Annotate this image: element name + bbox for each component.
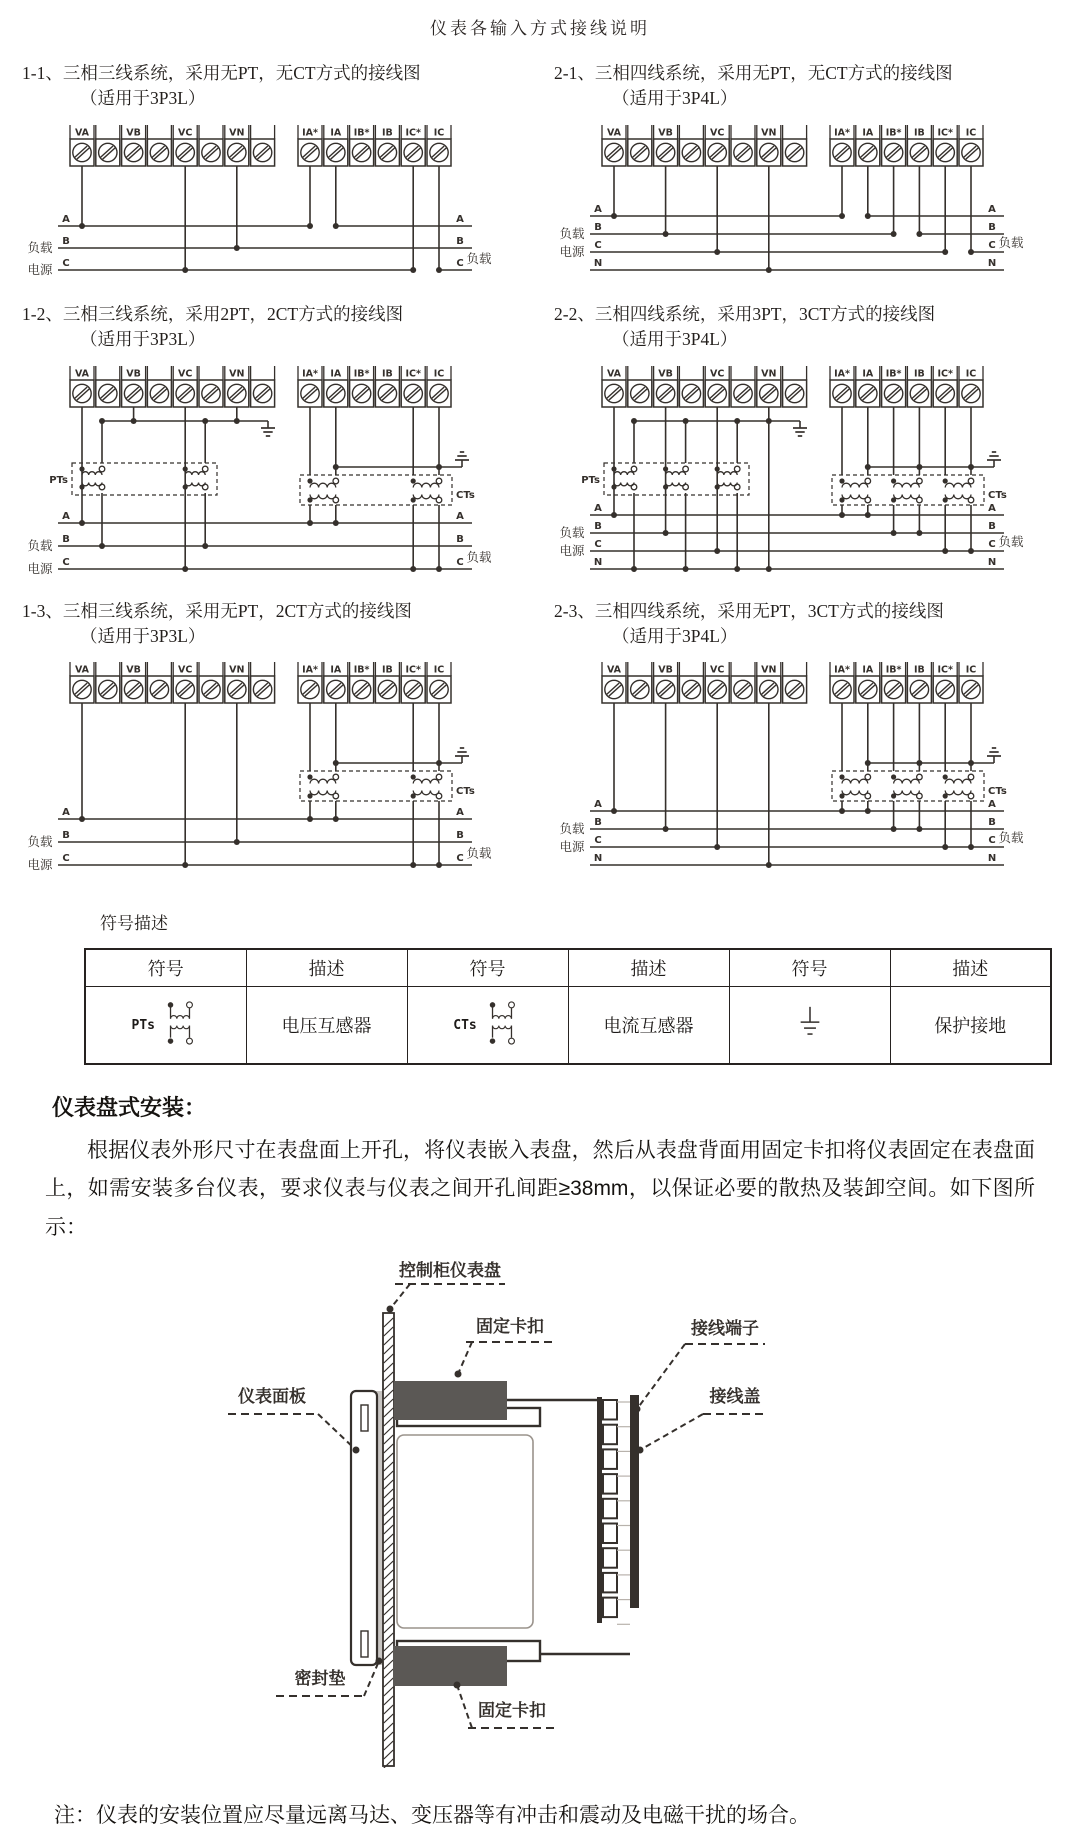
diagram-1-1-heading [22, 61, 530, 112]
ground-symbol-svg [793, 1003, 827, 1043]
page-title: 仪表各输入方式接线说明 [430, 19, 650, 38]
load-label-right: 负载 [466, 549, 492, 564]
source-label-left: 电源 [559, 839, 585, 855]
bus-letter-right: C [988, 835, 996, 847]
ground-symbol-cell [729, 986, 890, 1064]
symbol-col-header: 符号 [85, 949, 246, 986]
terminal-label: VB [126, 127, 141, 139]
terminal-label: IA* [834, 368, 850, 379]
bus-letter-left: B [594, 817, 602, 829]
diagram-heading-line1: 2-3、三相四线系统，采用无PT，3CT方式的接线图 [554, 600, 944, 621]
terminal-label: IB [382, 127, 393, 139]
transformer-symbol-svg [482, 998, 522, 1048]
bus-letter-left: A [594, 502, 602, 514]
terminal-label: IB* [885, 368, 902, 379]
load-label-right: 负载 [998, 830, 1024, 846]
symbol-col-header: 符号 [407, 949, 568, 986]
diagram-heading-line1: 1-1、三相三线系统，采用无PT，无CT方式的接线图 [22, 63, 421, 83]
bus-letter-left: C [594, 239, 602, 251]
terminal-label: IA* [834, 664, 850, 676]
terminal-label: IB [382, 664, 393, 676]
source-label-left: 电源 [27, 560, 53, 576]
pts-label: PTs [49, 474, 68, 486]
bus-letter-right: N [987, 556, 997, 568]
terminal-label: IB [914, 127, 925, 139]
bus-letter-right: A [456, 213, 464, 225]
install-section-heading: 仪表盘式安装： [52, 1095, 207, 1121]
wiring-diagram-svg [554, 122, 1024, 280]
diagram-heading-line2: （适用于3P4L） [612, 625, 738, 646]
terminal-label: IA [330, 664, 342, 676]
bus-letter-right: A [988, 799, 996, 811]
source-label-left: 电源 [559, 542, 585, 558]
bus-letter-left: B [62, 830, 70, 842]
label-sealing-gasket: 密封垫 [294, 1668, 346, 1689]
label-cabinet-panel: 控制柜仪表盘 [399, 1260, 501, 1281]
terminal-label: VB [658, 127, 673, 139]
pt-transformer-icon [160, 998, 200, 1053]
diagram-2-3 [554, 577, 1062, 874]
bus-letter-left: C [62, 853, 70, 865]
terminal-label: VC [178, 368, 193, 379]
ground-icon [793, 1003, 827, 1048]
bus-letter-left: A [62, 213, 70, 225]
source-label-left: 电源 [27, 857, 53, 873]
terminal-label: IA* [302, 664, 318, 676]
bus-letter-right: A [456, 510, 464, 522]
pt-symbol-label: PTs [131, 1017, 155, 1033]
label-wiring-terminals: 接线端子 [691, 1318, 759, 1339]
source-label-left: 电源 [27, 261, 53, 277]
source-label-left: 电源 [559, 243, 585, 259]
bus-letter-left: C [594, 835, 602, 847]
cts-label: CTs [988, 786, 1007, 798]
label-fixing-clip-top: 固定卡扣 [476, 1316, 544, 1337]
bus-letter-right: C [988, 239, 996, 251]
terminal-label: VN [229, 664, 245, 676]
diagram-heading-line2: （适用于3P3L） [80, 88, 206, 109]
bus-letter-left: C [594, 538, 602, 550]
terminal-label: IA* [302, 368, 318, 379]
ct-symbol-label: CTs [453, 1017, 477, 1033]
terminal-label: IB* [353, 127, 370, 139]
terminal-label: IA [862, 664, 874, 676]
terminal-label: VC [710, 368, 725, 379]
terminal-label: IC* [405, 368, 421, 379]
bus-letter-left: N [593, 556, 603, 568]
terminal-label: IC [965, 664, 977, 676]
diagram-1-2-heading [22, 302, 530, 353]
bus-letter-right: B [456, 533, 464, 545]
terminal-label: IC [965, 368, 977, 379]
bus-letter-left: B [594, 520, 602, 532]
terminal-label: VN [229, 127, 245, 139]
diagram-2-2 [554, 280, 1062, 577]
bus-letter-right: B [456, 235, 464, 247]
bus-letter-left: B [62, 235, 70, 247]
terminal-label: VA [606, 368, 622, 379]
bus-letter-left: A [594, 799, 602, 811]
terminal-label: IB* [353, 368, 370, 379]
terminal-label: IB [914, 368, 925, 379]
terminal-label: IC* [405, 127, 421, 139]
bus-letter-left: B [62, 533, 70, 545]
bus-letter-left: N [593, 257, 603, 269]
terminal-label: VN [761, 664, 777, 676]
diagram-heading-line2: （适用于3P4L） [612, 88, 738, 109]
terminal-label: VN [229, 368, 245, 379]
terminal-label: IC [433, 127, 445, 139]
transformer-symbol-svg [160, 998, 200, 1048]
wiring-diagram-svg [22, 122, 492, 280]
terminal-label: IC* [937, 368, 953, 379]
install-diagram-svg [160, 1253, 772, 1768]
terminal-label: IC* [937, 127, 953, 139]
symbol-table [84, 948, 1052, 1065]
load-label-left: 负载 [559, 524, 585, 540]
terminal-label: VA [606, 664, 622, 676]
terminal-label: IB [382, 368, 393, 379]
desc-col-header: 描述 [568, 949, 729, 986]
bus-letter-right: A [988, 502, 996, 514]
diagram-2-3-figure [554, 659, 1062, 873]
ground-desc-cell: 保护接地 [890, 986, 1051, 1064]
load-label-left: 负载 [559, 225, 585, 241]
terminal-label: IA* [302, 127, 318, 139]
terminal-label: VA [74, 664, 90, 676]
wiring-diagram-svg [22, 363, 492, 577]
desc-col-header: 描述 [890, 949, 1051, 986]
diagram-heading-line2: （适用于3P3L） [80, 329, 206, 350]
wiring-diagram-svg [22, 659, 492, 873]
bottom-note: 注：仪表的安装位置应尽量远离马达、变压器等有冲击和震动及电磁干扰的场合。 [54, 1803, 810, 1827]
load-label-left: 负载 [27, 537, 53, 553]
symbol-table-body-row [85, 986, 1051, 1064]
diagram-2-3-heading [554, 599, 1062, 650]
terminal-label: VC [178, 664, 193, 676]
terminal-label: IC [433, 664, 445, 676]
terminal-label: IB* [885, 664, 902, 676]
diagram-heading-line1: 1-2、三相三线系统，采用2PT，2CT方式的接线图 [22, 303, 404, 324]
diagram-heading-line1: 2-2、三相四线系统，采用3PT，3CT方式的接线图 [554, 303, 936, 324]
load-label-right: 负载 [998, 533, 1024, 549]
bus-letter-right: B [988, 520, 996, 532]
pts-label: PTs [581, 474, 600, 486]
terminal-label: VB [658, 664, 673, 676]
bus-letter-right: C [988, 538, 996, 550]
diagram-heading-line1: 1-3、三相三线系统，采用无PT，2CT方式的接线图 [22, 600, 412, 621]
wiring-diagram-grid [0, 39, 1080, 873]
load-label-right: 负载 [466, 845, 492, 861]
load-label-left: 负载 [27, 239, 53, 255]
terminal-label: VB [126, 664, 141, 676]
diagram-1-1 [22, 39, 530, 280]
terminal-label: IA* [834, 127, 850, 139]
terminal-label: IA [862, 368, 874, 379]
bus-letter-left: B [594, 221, 602, 233]
ct-symbol-cell [407, 986, 568, 1064]
diagram-2-1-heading [554, 61, 1062, 112]
cts-label: CTs [456, 786, 475, 798]
load-label-left: 负载 [27, 834, 53, 850]
terminal-label: IB [914, 664, 925, 676]
desc-col-header: 描述 [246, 949, 407, 986]
load-label-left: 负载 [559, 821, 585, 837]
bus-letter-left: A [594, 203, 602, 215]
label-terminal-cover: 接线盖 [709, 1386, 761, 1407]
label-fixing-clip-bottom: 固定卡扣 [478, 1700, 546, 1721]
bus-letter-right: N [987, 853, 997, 865]
diagram-1-3 [22, 577, 530, 874]
bus-letter-left: C [62, 556, 70, 568]
terminal-label: VN [761, 127, 777, 139]
install-paragraph: 根据仪表外形尺寸在表盘面上开孔，将仪表嵌入表盘，然后从表盘背面用固定卡扣将仪表固定在表盘面上，如需安装多台仪表，要求仪表与仪表之间开孔间距≥38mm，以保证必要的散热及装卸空间。如下图所示： [45, 1139, 1035, 1239]
symbol-col-header: 符号 [729, 949, 890, 986]
terminal-label: VA [74, 127, 90, 139]
diagram-2-1 [554, 39, 1062, 280]
install-figure [160, 1253, 1080, 1773]
label-meter-front-panel: 仪表面板 [238, 1386, 306, 1407]
diagram-2-2-heading [554, 302, 1062, 353]
diagram-1-3-figure [22, 659, 530, 873]
pt-symbol-cell [85, 986, 246, 1064]
cts-label: CTs [988, 489, 1007, 501]
terminal-label: VN [761, 368, 777, 379]
terminal-label: IA [330, 368, 342, 379]
bus-letter-left: N [593, 853, 603, 865]
bus-letter-right: A [988, 203, 996, 215]
diagram-1-2 [22, 280, 530, 577]
diagram-1-3-heading [22, 599, 530, 650]
terminal-label: IC* [405, 664, 421, 676]
bus-letter-right: C [456, 257, 464, 269]
bus-letter-left: A [62, 807, 70, 819]
symbol-table-header-row [85, 949, 1051, 986]
diagram-heading-line2: （适用于3P3L） [80, 625, 206, 646]
terminal-label: VB [658, 368, 673, 379]
terminal-label: VC [178, 127, 193, 139]
diagram-1-1-figure [22, 122, 530, 280]
diagram-2-2-figure [554, 363, 1062, 577]
symbol-section-heading: 符号描述 [100, 914, 168, 934]
wiring-diagram-svg [554, 659, 1024, 873]
bus-letter-right: B [988, 221, 996, 233]
terminal-label: IC [965, 127, 977, 139]
terminal-label: IA [330, 127, 342, 139]
terminal-label: IC* [937, 664, 953, 676]
terminal-label: IB* [353, 664, 370, 676]
load-label-right: 负载 [998, 234, 1024, 250]
cts-label: CTs [456, 489, 475, 501]
terminal-label: IC [433, 368, 445, 379]
diagram-2-1-figure [554, 122, 1062, 280]
pt-desc-cell: 电压互感器 [246, 986, 407, 1064]
bus-letter-right: B [988, 817, 996, 829]
diagram-heading-line1: 2-1、三相四线系统，采用无PT，无CT方式的接线图 [554, 63, 953, 83]
bus-letter-right: N [987, 257, 997, 269]
terminal-label: IB* [885, 127, 902, 139]
terminal-label: VA [606, 127, 622, 139]
wiring-diagram-svg [554, 363, 1024, 577]
terminal-label: IA [862, 127, 874, 139]
load-label-right: 负载 [466, 250, 492, 266]
ct-desc-cell: 电流互感器 [568, 986, 729, 1064]
bus-letter-right: B [456, 830, 464, 842]
terminal-label: VA [74, 368, 90, 379]
terminal-label: VC [710, 127, 725, 139]
ct-transformer-icon [482, 998, 522, 1053]
bus-letter-right: A [456, 807, 464, 819]
diagram-heading-line2: （适用于3P4L） [612, 329, 738, 350]
bus-letter-left: A [62, 510, 70, 522]
bus-letter-right: C [456, 556, 464, 568]
terminal-label: VB [126, 368, 141, 379]
bus-letter-right: C [456, 853, 464, 865]
bus-letter-left: C [62, 257, 70, 269]
diagram-1-2-figure [22, 363, 530, 577]
terminal-label: VC [710, 664, 725, 676]
